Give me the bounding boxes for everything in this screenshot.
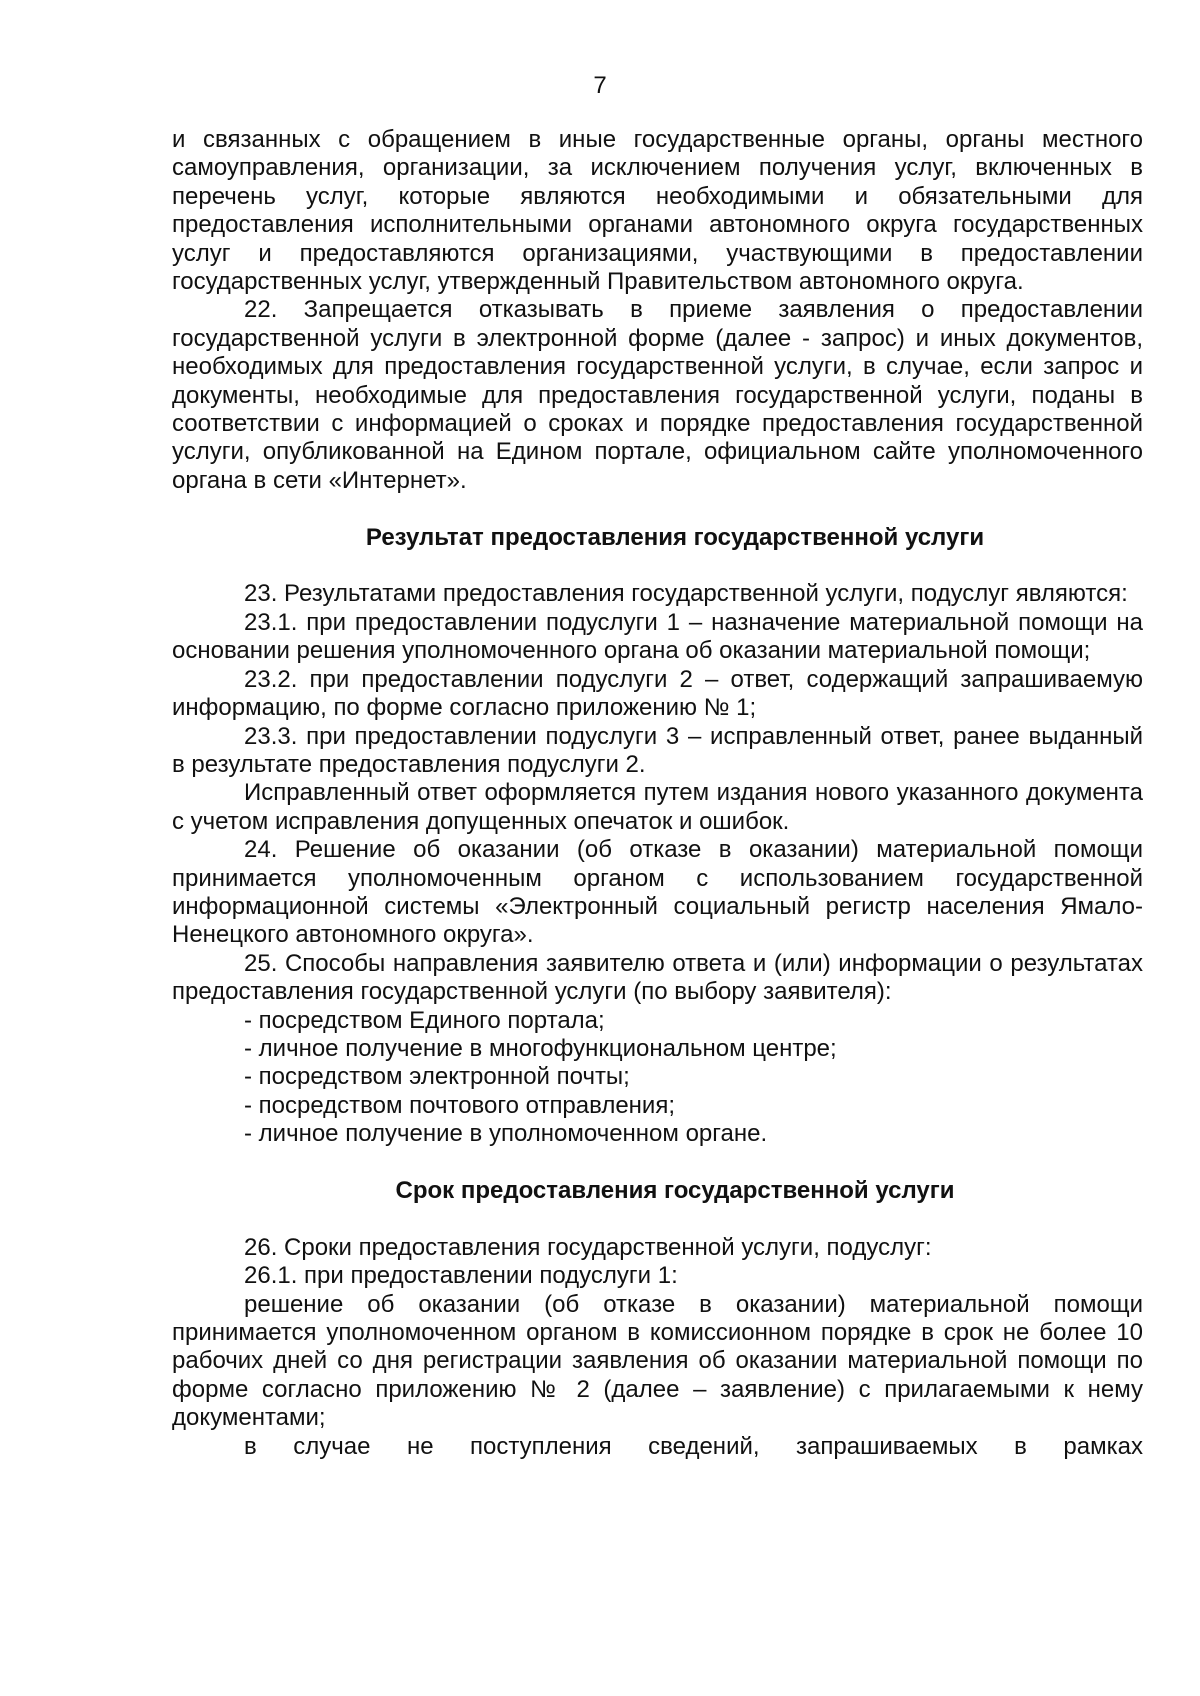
paragraph-26-1-decision: решение об оказании (об отказе в оказании) материальной помощи принимается уполномоченном органом в комиссионном порядке в срок не более 10 рабочих дней со дня регистрации заявления об оказании материальной помощи по форме согласно приложению № 2 (далее – заявление) с прилагаемыми к нему документами; — [172, 1290, 1143, 1432]
paragraph-23-3: 23.3. при предоставлении подуслуги 3 – исправленный ответ, ранее выданный в результате предоставления подуслуги 2. — [172, 722, 1143, 778]
paragraph-23-2: 23.2. при предоставлении подуслуги 2 – ответ, содержащий запрашиваемую информацию, по форме согласно приложению № 1; — [172, 665, 1143, 722]
section-heading-term: Срок предоставления государственной услуги — [395, 1176, 955, 1204]
spacer — [172, 1149, 1143, 1177]
spacer — [172, 552, 1143, 580]
paragraph-26: 26. Сроки предоставления государственной услуги, подуслуг: — [244, 1233, 932, 1261]
document-body — [172, 126, 1143, 1461]
section-heading-result: Результат предоставления государственной услуги — [365, 523, 985, 551]
paragraph-25: 25. Способы направления заявителю ответа и (или) информации о результатах предоставления государственной услуги (по выбору заявителя): — [172, 949, 1143, 1006]
list-item: - посредством Единого портала; — [244, 1006, 605, 1034]
spacer — [172, 495, 1143, 523]
paragraph-24: 24. Решение об оказании (об отказе в оказании) материальной помощи принимается уполномоченным органом с использованием государственной информационной системы «Электронный социальный регистр населения Ямало-Ненецкого автономного округа». — [172, 836, 1143, 949]
page-number: 7 — [593, 72, 607, 99]
list-item: - личное получение в многофункциональном центре; — [244, 1034, 837, 1062]
spacer — [172, 1205, 1143, 1233]
paragraph-23-1: 23.1. при предоставлении подуслуги 1 – назначение материальной помощи на основании решения уполномоченного органа об оказании материальной помощи; — [172, 608, 1143, 665]
paragraph-22: 22. Запрещается отказывать в приеме заявления о предоставлении государственной услуги в электронной форме (далее - запрос) и иных документов, необходимых для предоставления государственной услуги, в случае, если запрос и документы, необходимые для предоставления государственной услуги, поданы в соответствии с информацией о сроках и порядке предоставления государственной услуги, опубликованной на Едином портале, официальном сайте уполномоченного органа в сети «Интернет». — [172, 296, 1143, 494]
list-item: - посредством электронной почты; — [244, 1063, 630, 1091]
paragraph-23: 23. Результатами предоставления государственной услуги, подуслуг являются: — [244, 580, 1128, 608]
paragraph-26-1: 26.1. при предоставлении подуслуги 1: — [244, 1262, 678, 1290]
paragraph-23-3-note: Исправленный ответ оформляется путем издания нового указанного документа с учетом исправления допущенных опечаток и ошибок. — [172, 779, 1143, 835]
list-item: - посредством почтового отправления; — [244, 1091, 676, 1119]
list-item: - личное получение в уполномоченном органе. — [244, 1120, 768, 1148]
paragraph-continuation: и связанных с обращением в иные государственные органы, органы местного самоуправления, организации, за исключением получения услуг, включенных в перечень услуг, которые являются необходимыми и обязательными для предоставления исполнительными органами автономного округа государственных услуг и предоставляются организациями, участвующими в предоставлении государственных услуг, утвержденный Правительством автономного округа. — [172, 126, 1143, 296]
paragraph-26-1-case: в случае не поступления сведений, запрашиваемых в рамках — [244, 1432, 1143, 1460]
